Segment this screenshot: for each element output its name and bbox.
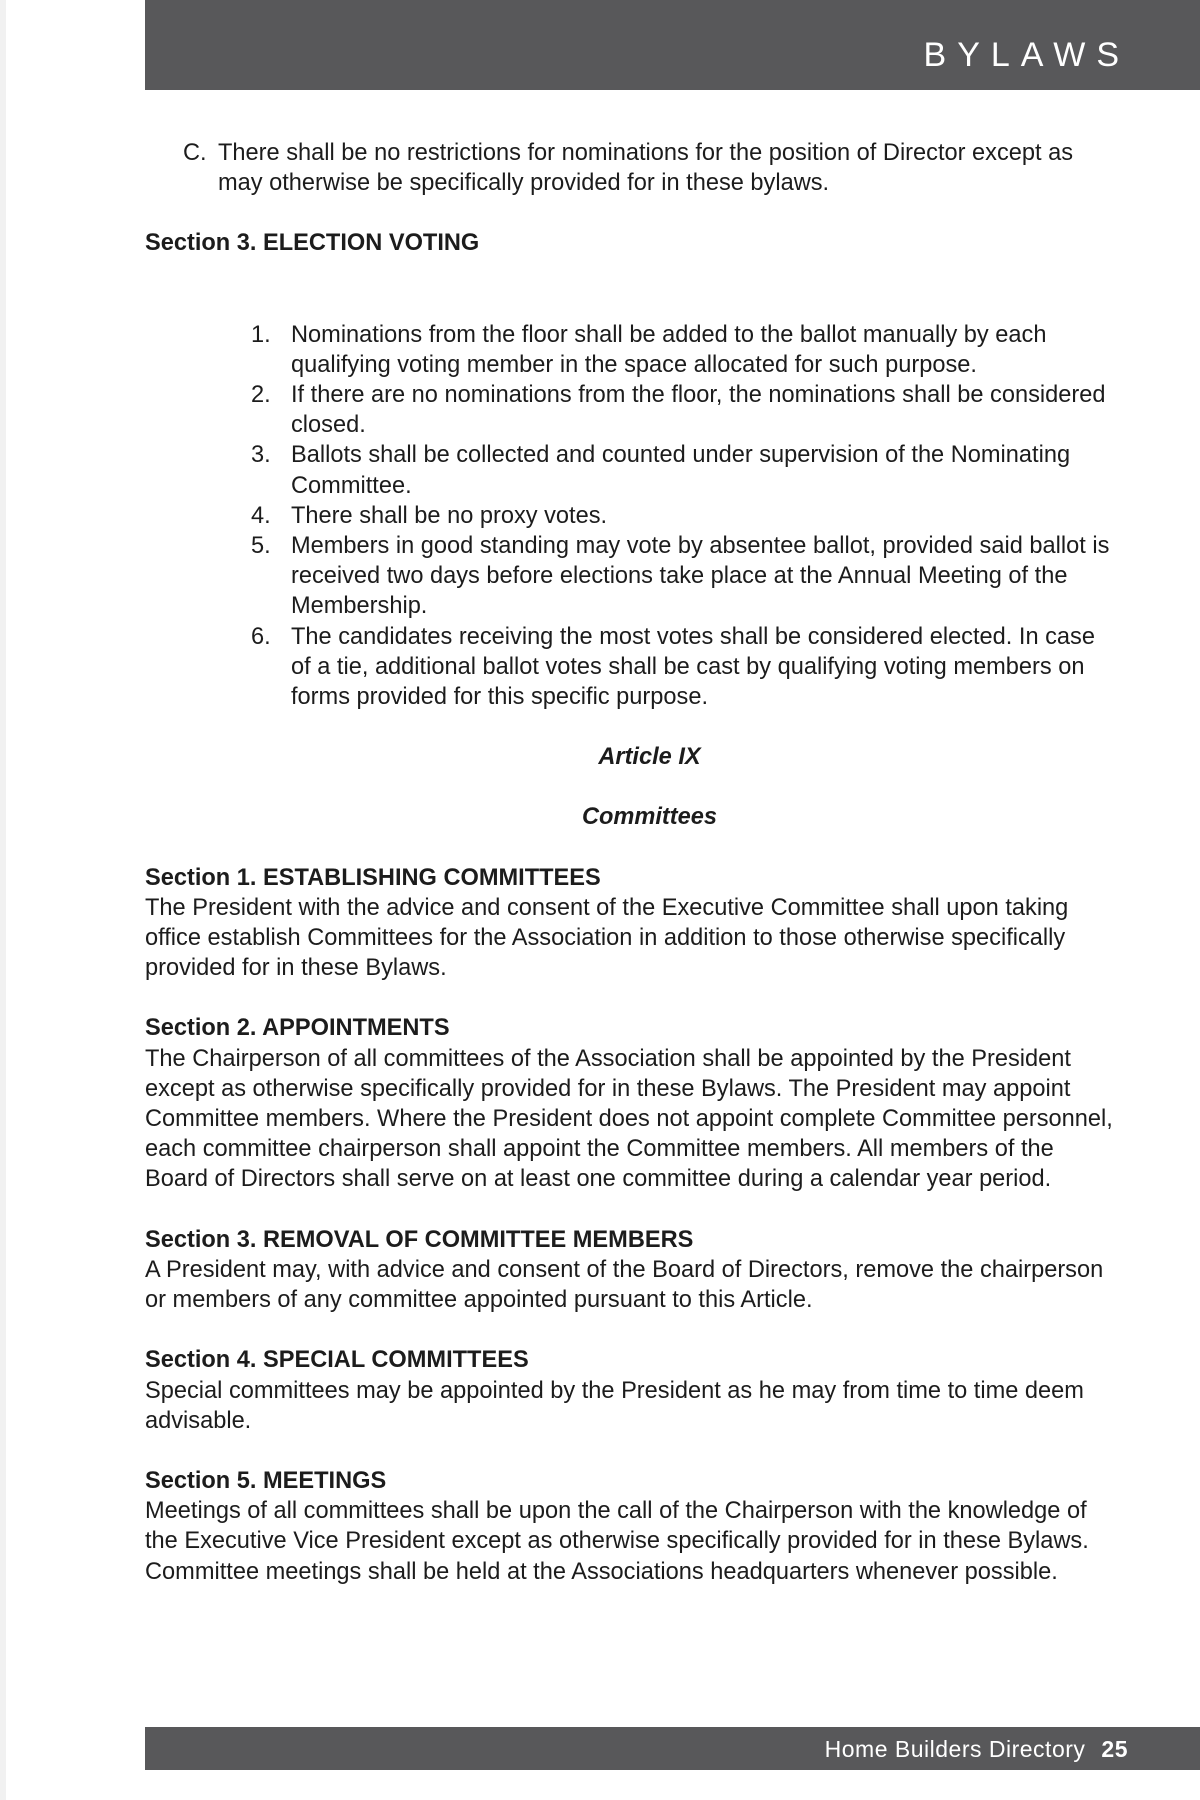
list-item	[145, 320, 1120, 380]
page-edge	[0, 0, 6, 1800]
header-bar	[145, 0, 1200, 90]
footer-text	[825, 1736, 1128, 1763]
section-heading-election-voting: Section 3. ELECTION VOTING	[145, 230, 480, 257]
list-item	[145, 531, 1120, 622]
list-item	[145, 380, 1120, 440]
list-item	[145, 622, 1120, 713]
section-establishing-committees	[145, 863, 1120, 984]
list-item-text: There shall be no restrictions for nominations for the position of Director except as may otherwise be specifically provided for in these bylaws.	[218, 140, 1074, 197]
list-item-number: 2.	[251, 382, 271, 409]
list-item-text: There shall be no proxy votes.	[291, 502, 608, 529]
list-item-text: Nominations from the floor shall be added to the ballot manually by each qualifying voting member in the space allocated for such purpose.	[291, 321, 1047, 378]
section-heading: Section 5. MEETINGS	[145, 1467, 387, 1494]
list-item	[145, 501, 1120, 531]
page-number: 25	[1101, 1736, 1128, 1762]
footer-bar	[145, 1727, 1200, 1770]
list-item	[145, 440, 1120, 500]
section-body: The President with the advice and consent of the Executive Committee shall upon taking office establish Committees for the Association in addition to those otherwise specifically provided for in these Bylaws.	[145, 894, 1069, 982]
page-content	[145, 138, 1120, 1587]
article-subtitle: Committees	[581, 804, 718, 831]
list-item-number: 3.	[251, 442, 271, 469]
section-heading: Section 1. ESTABLISHING COMMITTEES	[145, 864, 601, 891]
list-item-text: Members in good standing may vote by absentee ballot, provided said ballot is received two days before elections take place at the Annual Meeting of the Membership.	[291, 533, 1110, 620]
section-appointments	[145, 1013, 1120, 1194]
section-heading: Section 3. REMOVAL OF COMMITTEE MEMBERS	[145, 1226, 694, 1253]
footer-publication-name: Home Builders Directory	[824, 1736, 1086, 1762]
section-heading: Section 4. SPECIAL COMMITTEES	[145, 1347, 529, 1374]
section-body: A President may, with advice and consent of the Board of Directors, remove the chairperson or members of any committee appointed pursuant to this Article.	[145, 1256, 1104, 1314]
list-item-c	[145, 138, 1120, 198]
list-item-text: If there are no nominations from the floor, the nominations shall be considered closed.	[291, 382, 1106, 439]
section-removal-of-committee-members	[145, 1225, 1120, 1316]
list-item-text: Ballots shall be collected and counted under supervision of the Nominating Committee.	[291, 442, 1071, 499]
list-item-letter: C.	[183, 140, 207, 166]
election-voting-list	[145, 320, 1120, 713]
list-item-text: The candidates receiving the most votes shall be considered elected. In case of a tie, additional ballot votes shall be cast by qualifying voting members on forms provided for this specific purpose.	[291, 623, 1095, 711]
article-title: Article IX	[598, 744, 701, 771]
list-item-number: 1.	[251, 321, 271, 348]
page-header-title: BYLAWS	[923, 36, 1130, 74]
list-item-number: 5.	[251, 533, 271, 560]
list-item-number: 6.	[251, 623, 271, 650]
section-body: The Chairperson of all committees of the Association shall be appointed by the President except as otherwise specifically provided for in these Bylaws. The President may appoint Committee members. Where the President does not appoint complete Committee personnel, each committee chairperson shall appoint the Committee members. All members of the Board of Directors shall serve on at least one committee during a calendar year period.	[145, 1045, 1113, 1193]
section-meetings	[145, 1466, 1120, 1587]
section-body: Special committees may be appointed by the President as he may from time to time deem advisable.	[145, 1377, 1084, 1434]
section-special-committees	[145, 1345, 1120, 1436]
section-body: Meetings of all committees shall be upon the call of the Chairperson with the knowledge of the Executive Vice President except as otherwise specifically provided for in these Bylaws. Committee meetings shall be held at the Associations headquarters whenever possible.	[145, 1498, 1089, 1585]
list-item-number: 4.	[251, 502, 271, 529]
section-heading: Section 2. APPOINTMENTS	[145, 1015, 450, 1042]
